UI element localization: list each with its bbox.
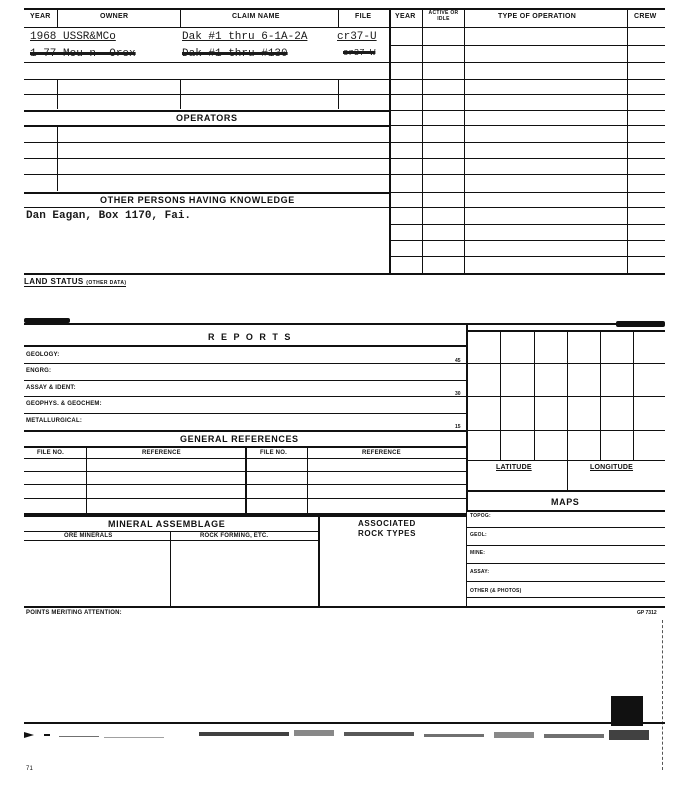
reports-assay-label: ASSAY & IDENT:: [26, 385, 76, 391]
header-file: FILE: [355, 13, 372, 20]
black-corner-block: [611, 696, 643, 726]
claim-entry-struck: Dak #1 thru #130: [182, 48, 288, 60]
land-status-sub: (OTHER DATA): [86, 280, 127, 286]
maps-mine-label: MINE:: [470, 550, 486, 556]
rock-types-label: ROCK TYPES: [358, 529, 417, 538]
mineral-assemblage-title: MINERAL ASSEMBLAGE: [108, 519, 226, 529]
noise-mark: [544, 734, 604, 738]
gen-ref-header-file-no-1: FILE NO.: [37, 450, 64, 456]
noise-mark: [294, 730, 334, 736]
maps-assay-label: ASSAY:: [470, 569, 490, 575]
reports-geology-label: GEOLOGY:: [26, 352, 60, 358]
reports-num-30: 30: [455, 391, 461, 397]
form-number: GP 7312: [637, 610, 657, 616]
bottom-scan-noise: [24, 722, 665, 758]
header-year-2: YEAR: [395, 13, 416, 20]
noise-mark: [44, 734, 50, 736]
maps-other-label: OTHER (& PHOTOS): [470, 588, 522, 594]
maps-topog-label: TOPOG:: [470, 513, 491, 519]
longitude-label: LONGITUDE: [590, 464, 634, 471]
noise-mark: [59, 736, 99, 737]
associated-label: ASSOCIATED: [358, 519, 416, 528]
noise-mark: [494, 732, 534, 738]
gen-ref-header-reference-1: REFERENCE: [142, 450, 181, 456]
noise-mark: [424, 734, 484, 737]
points-meriting-attention-label: POINTS MERITING ATTENTION:: [26, 610, 122, 616]
corner-mark: 71: [26, 766, 34, 772]
maps-geol-label: GEOL:: [470, 532, 487, 538]
header-type-of-operation: TYPE OF OPERATION: [498, 13, 577, 20]
noise-mark: [199, 732, 289, 736]
ore-minerals-label: ORE MINERALS: [64, 533, 113, 539]
other-persons-entry: Dan Eagan, Box 1170, Fai.: [26, 210, 192, 222]
noise-mark: [344, 732, 414, 736]
general-references-title: GENERAL REFERENCES: [180, 434, 299, 444]
reports-title: R E P O R T S: [208, 332, 293, 342]
noise-mark: [609, 730, 649, 740]
operators-label: OPERATORS: [176, 113, 238, 123]
land-status-label: LAND STATUS: [24, 277, 84, 286]
maps-title: MAPS: [551, 497, 580, 507]
ink-smudge-right: [616, 321, 665, 327]
reports-geophys-label: GEOPHYS. & GEOCHEM:: [26, 401, 102, 407]
other-persons-label: OTHER PERSONS HAVING KNOWLEDGE: [100, 195, 295, 205]
header-year: YEAR: [30, 13, 51, 20]
noise-mark: [104, 737, 164, 738]
reports-num-45: 45: [455, 358, 461, 364]
owner-entry-struck: 1-77 Mou n- Orex: [30, 48, 136, 60]
land-status: [24, 277, 126, 287]
claim-entry-dak: Dak #1 thru 6-1A-2A: [182, 31, 308, 43]
header-crew: CREW: [634, 13, 657, 20]
file-entry-cr37u: cr37-U: [337, 31, 377, 43]
header-active-idle: ACTIVE OR IDLE: [428, 10, 459, 22]
header-claim-name: CLAIM NAME: [232, 13, 280, 20]
reports-num-15: 15: [455, 424, 461, 430]
header-owner: OWNER: [100, 13, 129, 20]
owner-entry-1968: 1968 USSR&MCo: [30, 31, 116, 43]
reports-metallurgical-label: METALLURGICAL:: [26, 418, 83, 424]
noise-arrow: [24, 732, 34, 738]
file-entry-struck: cr37-W: [343, 48, 376, 58]
reports-engrg-label: ENGRG:: [26, 368, 52, 374]
rock-forming-label: ROCK FORMING, ETC.: [200, 533, 269, 539]
gen-ref-header-reference-2: REFERENCE: [362, 450, 401, 456]
latitude-label: LATITUDE: [496, 464, 532, 471]
gen-ref-header-file-no-2: FILE NO.: [260, 450, 287, 456]
